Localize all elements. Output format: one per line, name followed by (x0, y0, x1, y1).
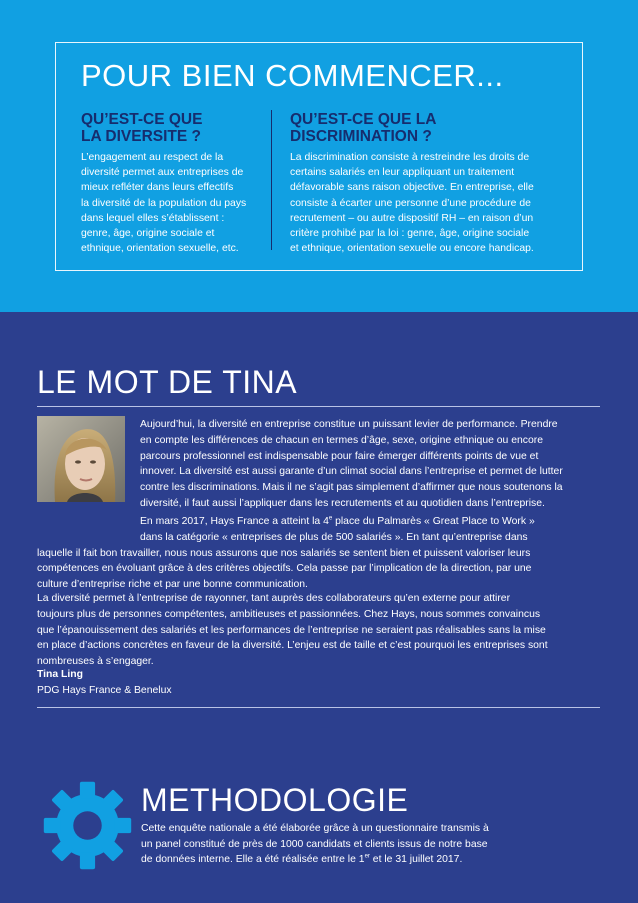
text-fragment: de données interne. Elle a été réalisée entre le 1 (141, 854, 365, 866)
diversity-heading (81, 111, 202, 145)
title-rule (37, 406, 600, 407)
mot-de-tina-title: LE MOT DE TINA (37, 364, 298, 400)
text-line: Cette enquête nationale a été élaborée grâce à un questionnaire transmis à (141, 823, 489, 834)
column-divider (271, 110, 272, 250)
text-line: mieux refléter dans leurs effectifs (81, 182, 234, 194)
text-line: un panel constitué de près de 1000 candidats et clients issus de notre base (141, 838, 488, 850)
methodologie-title: METHODOLOGIE (141, 782, 409, 818)
text-line: contre les discriminations. Mais il ne s’agit pas simplement d’affirmer que nous soutenons la (140, 482, 563, 494)
paragraph-engagement (37, 591, 548, 670)
ordinal-superscript: er (364, 853, 370, 860)
text-line: consiste à écarter une personne d’une procédure de (290, 197, 531, 209)
text-line: que l’épanouissement des salariés et les performances de l’entreprise ne seraient pas réalisables sans la mise (37, 624, 546, 636)
text-line (141, 852, 489, 868)
text-line: la diversité de la population du pays (81, 197, 247, 209)
discrimination-heading-line: QU’EST-CE QUE LA (290, 111, 437, 128)
text-line: innover. La diversité est aussi garante d’un climat social dans l’entreprise et permet de lutter (140, 466, 563, 478)
text-line: ethnique, orientation sexuelle, etc. (81, 243, 239, 255)
text-line: parcours professionnel est indispensable pour faire émerger différents points de vue et (140, 450, 539, 462)
text-line: culture d’entreprise riche et par une bonne communication. (37, 579, 308, 591)
methodologie-text (141, 821, 489, 868)
diversity-heading-line: QU’EST-CE QUE (81, 111, 203, 128)
text-line: en place d’actions concrètes en faveur de la diversité. L’enjeu est de taille et c’est pourquoi les entreprises sont (37, 640, 548, 652)
text-line: La diversité permet à l’entreprise de rayonner, tant auprès des collaborateurs qu’en externe pour attirer (37, 593, 511, 604)
text-line: en compte les différences de chacun en termes d’âge, sexe, origine ethnique ou encore (140, 434, 543, 446)
gear-icon (40, 778, 135, 873)
discrimination-text (290, 150, 534, 256)
text-line: genre, âge, origine sociale et (81, 228, 215, 240)
text-line (37, 514, 535, 530)
portrait-photo (37, 416, 125, 502)
text-line: nombreuses à s’engager. (37, 656, 154, 668)
paragraph-great-place (37, 514, 535, 593)
signature-rule (37, 707, 600, 708)
text-line: certains salariés en leur appliquant un traitement (290, 167, 515, 179)
text-line: diversité, il faut aussi l’appliquer dans les recrutements et au quotidien dans l’entreprise. (140, 497, 545, 509)
text-line: critère prohibé par la loi : genre, âge, origine sociale (290, 228, 530, 240)
text-line: toujours plus de personnes compétentes, ambitieuses et passionnées. Chez Hays, nous sommes convaincus (37, 608, 541, 620)
text-line: et ethnique, orientation sexuelle ou encore handicap. (290, 243, 534, 255)
paragraph-intro (140, 417, 563, 512)
signature-name: Tina Ling (37, 669, 83, 680)
text-line: recrutement – ou autre dispositif RH – en raison d’un (290, 212, 534, 224)
text-line: défavorable sans raison objective. En entreprise, elle (290, 182, 534, 194)
text-line: La discrimination consiste à restreindre les droits de (290, 152, 530, 163)
text-fragment: place du Palmarès « Great Place to Work » (332, 516, 535, 527)
discrimination-heading-line: DISCRIMINATION ? (290, 128, 432, 145)
diversity-text (81, 150, 246, 256)
text-fragment: et le 31 juillet 2017. (369, 854, 463, 866)
discrimination-heading (290, 111, 436, 145)
text-line: compétences en évoluant grâce à des critères objectifs. Cela passe par l’implication de la direction, par une (37, 563, 532, 575)
text-line: diversité permet aux entreprises de (81, 167, 244, 179)
text-fragment: En mars 2017, Hays France a atteint la 4 (140, 516, 329, 527)
text-line: dans la catégorie « entreprises de plus de 500 salariés ». En tant qu’entreprise dans (140, 531, 528, 543)
signature-role: PDG Hays France & Benelux (37, 685, 172, 696)
text-line: L’engagement au respect de la (81, 152, 224, 163)
text-line: Aujourd’hui, la diversité en entreprise constitue un puissant levier de performance. Prendre (140, 419, 558, 430)
diversity-heading-line: LA DIVERSITE ? (81, 128, 201, 145)
ordinal-superscript: e (328, 515, 333, 522)
text-line: laquelle il fait bon travailler, nous nous assurons que nos salariés se sentent bien et puissent valoriser leurs (37, 547, 531, 559)
portrait-image (37, 416, 125, 502)
text-line: dans lequel elles s’établissent : (81, 212, 225, 224)
intro-title: POUR BIEN COMMENCER... (81, 58, 504, 93)
